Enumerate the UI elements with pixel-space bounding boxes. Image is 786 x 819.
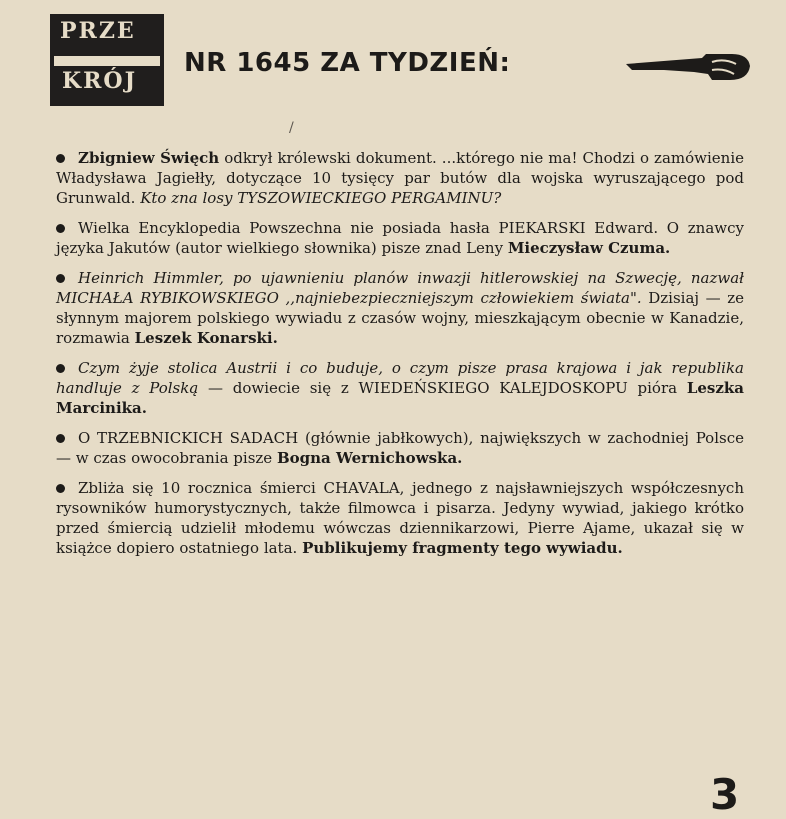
contents-item — [56, 428, 744, 468]
contents-item — [56, 268, 744, 348]
item-text-segment: Leszka Marcinika. — [56, 379, 744, 417]
item-text-segment: O TRZEBNICKICH SADACH (głównie jabłkowych), największych w zachodniej Polsce — w czas owocobrania pisze — [56, 429, 744, 467]
contents-item — [56, 218, 744, 258]
item-text-segment: Heinrich Himmler, po ujawnieniu planów inwazji hitlerowskiej na Szwecję, nazwał MICHAŁA RYBIKOWSKIEGO ,,najniebezpieczniejszym człowiekiem świata". — [56, 269, 744, 307]
item-text-segment: Zbigniew Święch — [78, 149, 220, 167]
issue-title: NR 1645 ZA TYDZIEŃ: — [184, 48, 511, 78]
item-text-segment: Bogna Wernichowska. — [276, 449, 463, 467]
logo-bar — [54, 56, 160, 66]
pointing-hand-icon — [624, 46, 754, 86]
bullet-icon — [56, 224, 65, 233]
bullet-icon — [56, 274, 65, 283]
item-text-segment: Kto zna losy TYSZOWIECKIEGO PERGAMINU? — [140, 189, 502, 207]
item-text-segment: — dowiecie się z WIEDEŃSKIEGO KALEJDOSKOPU pióra — [198, 379, 687, 397]
contents-list — [56, 148, 744, 568]
bullet-icon — [56, 154, 65, 163]
contents-item — [56, 148, 744, 208]
logo-bottom-text: KRÓJ — [62, 68, 137, 94]
item-text-segment: Publikujemy fragmenty tego wywiadu. — [302, 539, 623, 557]
bullet-icon — [56, 484, 65, 493]
contents-item — [56, 478, 744, 558]
header — [50, 14, 770, 106]
item-text-segment: Dzisiaj — ze słynnym majorem polskiego wywiadu z czasów wojny, mieszkającym obecnie w Kanadzie, rozmawia — [56, 289, 744, 347]
print-mark: / — [289, 120, 294, 136]
contents-item — [56, 358, 744, 418]
page-number: 3 — [710, 770, 740, 819]
logo-top-text: PRZE — [60, 18, 136, 44]
bullet-icon — [56, 364, 65, 373]
item-text-segment: Mieczysław Czuma. — [507, 239, 671, 257]
magazine-logo — [50, 14, 164, 106]
item-text-segment: Leszek Konarski. — [134, 329, 278, 347]
bullet-icon — [56, 434, 65, 443]
item-text-segment: odkrył królewski dokument. ...którego nie ma! Chodzi o zamówienie Władysława Jagiełły, dotyczące 10 tysięcy par butów dla wojska wyruszającego pod Grunwald. — [56, 149, 744, 207]
item-text-segment: Zbliża się 10 rocznica śmierci CHAVALA, jednego z najsławniejszych współczesnych rysowników humorystycznych, także filmowca i pisarza. Jedyny wywiad, jakiego krótko przed śmiercią udzielił młodemu wówczas dziennikarzowi, Pierre Ajame, ukazał się w książce dopiero ostatniego lata. — [56, 479, 744, 557]
item-text-segment: Czym żyje stolica Austrii i co buduje, o czym pisze prasa krajowa i jak republika handluje z Polską — [56, 359, 744, 397]
item-text-segment: Wielka Encyklopedia Powszechna nie posiada hasła PIEKARSKI Edward. O znawcy języka Jakutów (autor wielkiego słownika) pisze znad Leny — [56, 219, 744, 257]
